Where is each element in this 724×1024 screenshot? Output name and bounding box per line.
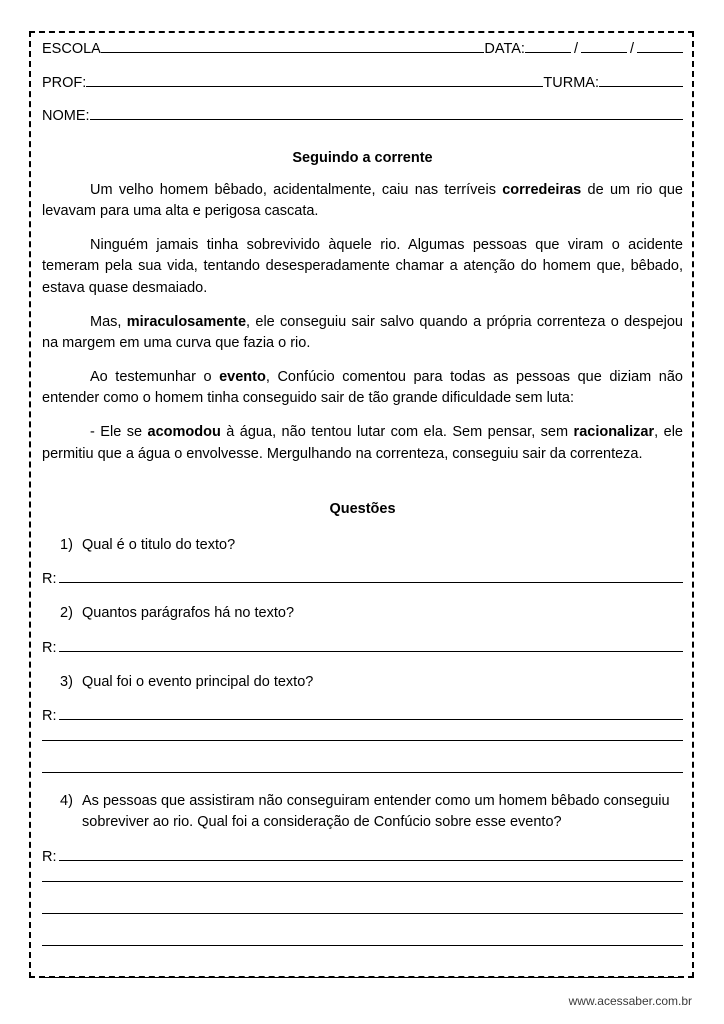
student-name-label: NOME: — [42, 107, 90, 124]
teacher-input-line[interactable] — [86, 73, 543, 86]
answer-input-line[interactable] — [59, 707, 684, 720]
answer-input-line[interactable] — [59, 570, 684, 583]
story-paragraph — [42, 312, 683, 354]
story-paragraph — [42, 180, 683, 222]
paragraph-text: , ele conseguiu sair salvo quando a própria correnteza o despejou na margem em uma curva que fazia o rio. — [42, 313, 683, 351]
answer-label: R: — [42, 639, 57, 656]
questions-section-title: Questões — [329, 500, 396, 517]
answer-label: R: — [42, 571, 57, 588]
answer-row — [42, 847, 683, 864]
teacher-label: PROF: — [42, 74, 87, 91]
story-title: Seguindo a corrente — [292, 149, 433, 166]
emphasized-term: miraculosamente — [126, 313, 247, 330]
emphasized-term: corredeiras — [502, 181, 582, 198]
date-label: DATA: — [484, 41, 525, 58]
answer-input-line[interactable] — [42, 913, 683, 914]
paragraph-text: Um velho homem bêbado, acidentalmente, caiu nas terríveis — [90, 181, 503, 198]
answer-label: R: — [42, 708, 57, 725]
question-number: 3) — [60, 673, 73, 690]
question-item — [42, 672, 683, 693]
answer-input-line[interactable] — [59, 847, 684, 860]
paragraph-text: à água, não tentou lutar com ela. Sem pensar, sem — [220, 424, 574, 441]
question-item — [42, 791, 683, 833]
question-item — [42, 603, 683, 624]
questions-block — [42, 501, 683, 996]
questions-list — [42, 535, 683, 996]
emphasized-term: racionalizar — [573, 424, 655, 441]
paragraph-text: , Confúcio comentou para todas as pessoas que diziam não entender como o homem tinha conseguido sair de tão grande dificuldade sem luta: — [42, 369, 683, 407]
school-date-row — [42, 40, 683, 57]
answer-label: R: — [42, 848, 57, 865]
paragraph-text: Ninguém jamais tinha sobrevivido àquele rio. Algumas pessoas que viram o acidente temeram pela sua vida, tentando desesperadamente chamar a atenção do homem que, bêbado, estava quase desmaiado. — [42, 237, 683, 296]
emphasized-term: evento — [219, 369, 266, 386]
paragraph-text: - Ele se — [90, 424, 148, 441]
story-paragraph — [42, 367, 683, 409]
paragraph-text: Ao testemunhar o — [90, 369, 220, 386]
paragraph-text: Mas, — [90, 313, 127, 330]
answer-input-line[interactable] — [59, 638, 684, 651]
date-day-input[interactable] — [525, 40, 571, 53]
answer-input-line[interactable] — [42, 881, 683, 882]
story-paragraphs — [42, 180, 683, 465]
reading-text-block — [42, 150, 683, 465]
question-text: Qual foi o evento principal do texto? — [82, 673, 314, 690]
class-label: TURMA: — [543, 74, 599, 91]
worksheet-content — [42, 40, 683, 996]
teacher-class-row — [42, 73, 683, 90]
story-paragraph — [42, 422, 683, 464]
date-separator-1: / — [573, 41, 578, 58]
emphasized-term: acomodou — [147, 424, 221, 441]
identification-header — [42, 40, 683, 124]
date-separator-2: / — [629, 41, 634, 58]
question-number: 2) — [60, 605, 73, 622]
school-label: ESCOLA — [42, 41, 101, 58]
date-month-input[interactable] — [581, 40, 627, 53]
footer-url: www.acessaber.com.br — [568, 994, 692, 1008]
student-name-row — [42, 107, 683, 124]
answer-input-line[interactable] — [42, 945, 683, 946]
answer-input-line[interactable] — [42, 740, 683, 741]
question-number: 1) — [60, 536, 73, 553]
answer-spacer — [42, 978, 683, 996]
date-year-input[interactable] — [637, 40, 683, 53]
question-text: Quantos parágrafos há no texto? — [82, 605, 295, 622]
question-number: 4) — [60, 793, 73, 810]
question-text: As pessoas que assistiram não conseguiram entender como um homem bêbado conseguiu sobreviver ao rio. Qual foi a consideração de Confúcio sobre esse evento? — [82, 793, 670, 831]
story-paragraph — [42, 235, 683, 298]
student-name-input-line[interactable] — [90, 107, 683, 120]
school-input-line[interactable] — [101, 40, 485, 53]
answer-row — [42, 638, 683, 655]
paragraph-text: , ele permitiu que a água o envolvesse. Mergulhando na correnteza, conseguiu sair da correnteza. — [42, 424, 683, 462]
question-text: Qual é o titulo do texto? — [82, 536, 236, 553]
answer-spacer — [42, 773, 683, 791]
answer-row — [42, 707, 683, 724]
question-item — [42, 535, 683, 556]
answer-row — [42, 570, 683, 587]
class-input-line[interactable] — [599, 73, 683, 86]
paragraph-text: de um rio que levavam para uma alta e perigosa cascata. — [42, 181, 683, 220]
